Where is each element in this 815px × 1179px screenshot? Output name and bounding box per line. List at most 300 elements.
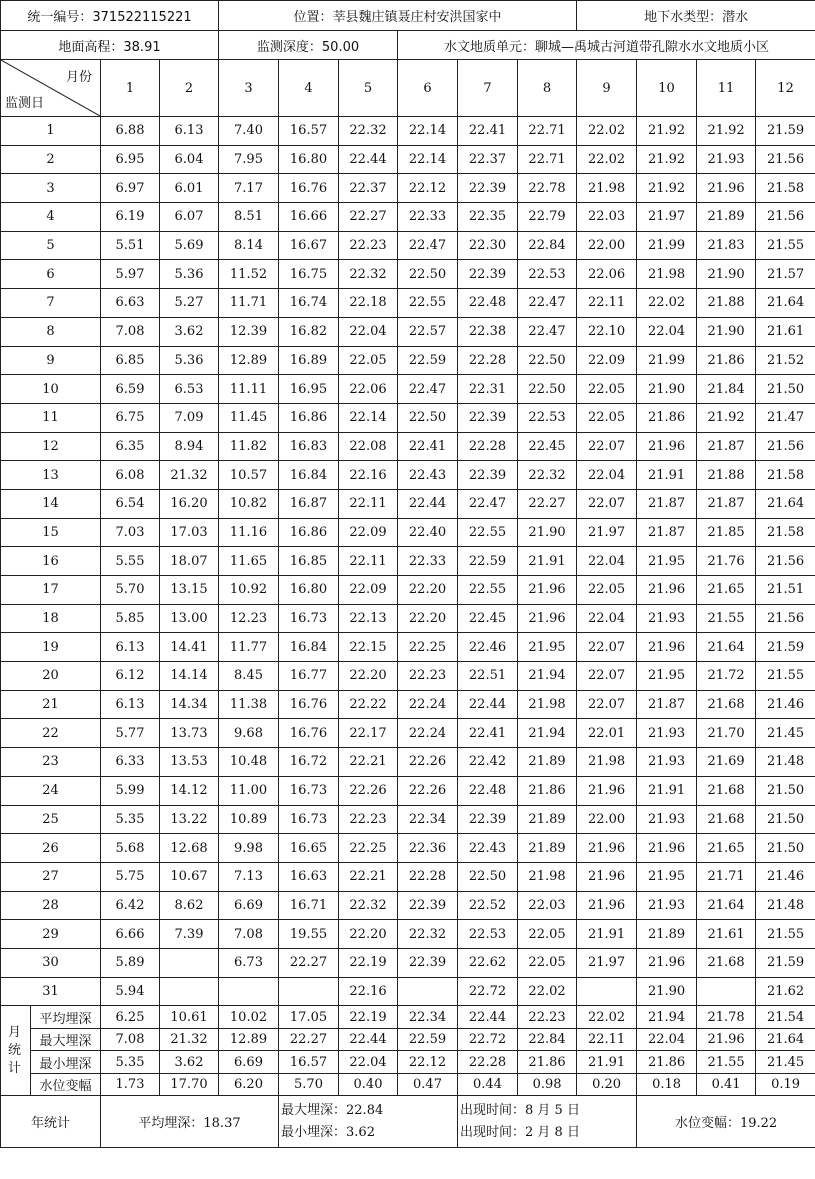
depth-cell: 21.91 xyxy=(637,461,697,490)
depth-cell: 21.61 xyxy=(697,920,756,949)
depth-cell: 5.36 xyxy=(160,260,219,289)
depth-cell: 5.55 xyxy=(101,547,160,576)
depth-cell: 21.59 xyxy=(756,117,815,146)
depth-cell: 6.04 xyxy=(160,145,219,174)
stat-cell: 5.35 xyxy=(101,1051,160,1074)
depth-cell: 22.53 xyxy=(458,920,518,949)
depth-cell: 21.64 xyxy=(756,289,815,318)
depth-cell: 7.39 xyxy=(160,920,219,949)
depth-cell: 22.47 xyxy=(518,317,577,346)
depth-cell: 21.93 xyxy=(637,748,697,777)
depth-cell: 21.96 xyxy=(518,604,577,633)
depth-cell: 22.28 xyxy=(398,862,458,891)
depth-cell: 10.82 xyxy=(219,489,279,518)
depth-cell: 22.18 xyxy=(339,289,398,318)
depth-cell: 8.62 xyxy=(160,891,219,920)
depth-cell: 22.05 xyxy=(577,576,637,605)
day-label: 19 xyxy=(1,633,101,662)
depth-cell: 6.54 xyxy=(101,489,160,518)
stat-name: 最大埋深 xyxy=(31,1028,101,1051)
depth-cell: 22.53 xyxy=(518,403,577,432)
stat-cell: 22.19 xyxy=(339,1006,398,1029)
depth-cell: 22.27 xyxy=(279,948,339,977)
day-row xyxy=(1,289,815,318)
day-row xyxy=(1,805,815,834)
day-row xyxy=(1,576,815,605)
depth-cell: 21.98 xyxy=(577,748,637,777)
depth-cell: 6.01 xyxy=(160,174,219,203)
depth-cell: 21.50 xyxy=(756,805,815,834)
depth-cell: 22.05 xyxy=(518,948,577,977)
depth-cell: 22.04 xyxy=(637,317,697,346)
depth-cell: 11.82 xyxy=(219,432,279,461)
depth-cell: 16.67 xyxy=(279,231,339,260)
depth-cell: 22.05 xyxy=(518,920,577,949)
depth-cell: 21.58 xyxy=(756,461,815,490)
depth-cell: 6.88 xyxy=(101,117,160,146)
day-label: 10 xyxy=(1,375,101,404)
depth-cell: 22.00 xyxy=(577,805,637,834)
depth-cell: 5.99 xyxy=(101,776,160,805)
depth-cell: 10.89 xyxy=(219,805,279,834)
depth-cell: 16.77 xyxy=(279,662,339,691)
depth-cell: 22.09 xyxy=(339,576,398,605)
station-location: 位置：莘县魏庄镇聂庄村安洪国家中 xyxy=(219,1,577,31)
depth-cell: 21.98 xyxy=(577,174,637,203)
day-row xyxy=(1,145,815,174)
day-row xyxy=(1,662,815,691)
depth-cell: 22.23 xyxy=(339,805,398,834)
depth-cell: 6.95 xyxy=(101,145,160,174)
depth-cell: 21.90 xyxy=(637,977,697,1006)
day-row xyxy=(1,518,815,547)
depth-cell: 5.51 xyxy=(101,231,160,260)
day-label: 28 xyxy=(1,891,101,920)
depth-cell: 21.92 xyxy=(637,174,697,203)
depth-cell: 6.12 xyxy=(101,662,160,691)
depth-cell: 6.63 xyxy=(101,289,160,318)
depth-cell: 21.59 xyxy=(756,948,815,977)
depth-cell: 22.42 xyxy=(458,748,518,777)
depth-cell: 16.63 xyxy=(279,862,339,891)
depth-cell: 16.57 xyxy=(279,117,339,146)
stat-cell: 22.11 xyxy=(577,1028,637,1051)
day-row xyxy=(1,346,815,375)
month-header: 10 xyxy=(637,60,697,117)
depth-cell: 22.71 xyxy=(518,145,577,174)
depth-cell: 21.98 xyxy=(518,690,577,719)
depth-cell: 21.92 xyxy=(637,145,697,174)
depth-cell: 22.41 xyxy=(458,117,518,146)
day-row xyxy=(1,231,815,260)
day-row xyxy=(1,920,815,949)
day-row xyxy=(1,948,815,977)
monthly-stat-char: 计 xyxy=(7,1060,23,1076)
day-label: 25 xyxy=(1,805,101,834)
depth-cell: 22.43 xyxy=(458,834,518,863)
depth-cell: 22.07 xyxy=(577,489,637,518)
depth-cell: 16.76 xyxy=(279,174,339,203)
month-header: 3 xyxy=(219,60,279,117)
yearly-min-time: 出现时间：2 月 8 日 xyxy=(460,1124,580,1140)
depth-cell: 22.19 xyxy=(339,948,398,977)
depth-cell: 22.62 xyxy=(458,948,518,977)
depth-cell: 7.03 xyxy=(101,518,160,547)
depth-cell: 21.96 xyxy=(637,633,697,662)
day-row xyxy=(1,260,815,289)
day-row xyxy=(1,862,815,891)
depth-cell: 22.50 xyxy=(458,862,518,891)
depth-cell: 21.68 xyxy=(697,776,756,805)
depth-cell: 21.99 xyxy=(637,231,697,260)
depth-cell: 22.46 xyxy=(458,633,518,662)
monthly-stat-row xyxy=(1,1051,815,1074)
depth-cell: 21.72 xyxy=(697,662,756,691)
stat-cell: 21.32 xyxy=(160,1028,219,1051)
stat-cell: 21.78 xyxy=(697,1006,756,1029)
depth-cell: 22.55 xyxy=(458,518,518,547)
stat-cell: 21.94 xyxy=(637,1006,697,1029)
depth-cell: 7.08 xyxy=(219,920,279,949)
depth-cell: 22.47 xyxy=(458,489,518,518)
depth-cell: 22.32 xyxy=(518,461,577,490)
stat-cell: 0.98 xyxy=(518,1073,577,1096)
corner-month-label: 月份 xyxy=(65,70,92,85)
day-label: 2 xyxy=(1,145,101,174)
depth-cell: 22.72 xyxy=(458,977,518,1006)
day-row xyxy=(1,432,815,461)
depth-cell: 19.55 xyxy=(279,920,339,949)
stat-cell: 22.02 xyxy=(577,1006,637,1029)
depth-cell: 21.90 xyxy=(697,317,756,346)
depth-cell: 22.28 xyxy=(458,432,518,461)
depth-cell: 11.38 xyxy=(219,690,279,719)
depth-cell: 11.00 xyxy=(219,776,279,805)
depth-cell: 6.73 xyxy=(219,948,279,977)
day-label: 14 xyxy=(1,489,101,518)
day-label: 7 xyxy=(1,289,101,318)
depth-cell: 21.93 xyxy=(637,805,697,834)
depth-cell: 22.27 xyxy=(518,489,577,518)
ground-elevation: 地面高程：38.91 xyxy=(1,31,219,60)
depth-cell: 22.44 xyxy=(339,145,398,174)
monthly-stat-char: 月 xyxy=(7,1024,23,1040)
day-label: 21 xyxy=(1,690,101,719)
depth-cell: 22.39 xyxy=(458,805,518,834)
depth-cell: 16.71 xyxy=(279,891,339,920)
stat-cell: 6.25 xyxy=(101,1006,160,1029)
depth-cell: 21.89 xyxy=(697,203,756,232)
depth-cell: 21.46 xyxy=(756,690,815,719)
depth-cell: 22.39 xyxy=(398,948,458,977)
depth-cell: 21.45 xyxy=(756,719,815,748)
depth-cell: 6.69 xyxy=(219,891,279,920)
day-row xyxy=(1,174,815,203)
depth-cell: 22.26 xyxy=(339,776,398,805)
day-label: 17 xyxy=(1,576,101,605)
stat-cell: 22.27 xyxy=(279,1028,339,1051)
day-row xyxy=(1,748,815,777)
depth-cell: 6.75 xyxy=(101,403,160,432)
depth-cell: 22.22 xyxy=(339,690,398,719)
depth-cell: 14.41 xyxy=(160,633,219,662)
day-label: 18 xyxy=(1,604,101,633)
day-label: 4 xyxy=(1,203,101,232)
stat-cell: 22.28 xyxy=(458,1051,518,1074)
stat-cell: 0.19 xyxy=(756,1073,815,1096)
depth-cell: 21.95 xyxy=(637,547,697,576)
depth-cell: 21.93 xyxy=(697,145,756,174)
depth-cell: 21.99 xyxy=(637,346,697,375)
depth-cell: 21.48 xyxy=(756,891,815,920)
depth-cell: 22.34 xyxy=(398,805,458,834)
depth-cell: 21.92 xyxy=(637,117,697,146)
depth-cell: 22.20 xyxy=(339,662,398,691)
depth-cell xyxy=(219,977,279,1006)
depth-cell: 22.04 xyxy=(577,604,637,633)
depth-cell: 22.20 xyxy=(398,576,458,605)
depth-cell: 5.70 xyxy=(101,576,160,605)
depth-cell: 21.90 xyxy=(518,518,577,547)
yearly-min: 最小埋深：3.62 xyxy=(281,1124,375,1140)
depth-cell: 21.89 xyxy=(518,834,577,863)
depth-cell: 22.44 xyxy=(398,489,458,518)
depth-cell: 22.59 xyxy=(398,346,458,375)
depth-cell: 22.41 xyxy=(398,432,458,461)
day-label: 29 xyxy=(1,920,101,949)
depth-cell: 22.39 xyxy=(458,461,518,490)
day-row xyxy=(1,547,815,576)
depth-cell: 22.12 xyxy=(398,174,458,203)
day-row xyxy=(1,489,815,518)
depth-cell: 22.38 xyxy=(458,317,518,346)
depth-cell: 22.45 xyxy=(518,432,577,461)
day-label: 23 xyxy=(1,748,101,777)
depth-cell: 22.13 xyxy=(339,604,398,633)
monitoring-depth: 监测深度：50.00 xyxy=(219,31,398,60)
depth-cell: 22.11 xyxy=(577,289,637,318)
depth-cell: 7.09 xyxy=(160,403,219,432)
monthly-stat-char: 统 xyxy=(7,1042,23,1058)
depth-cell: 22.59 xyxy=(458,547,518,576)
depth-cell: 16.76 xyxy=(279,690,339,719)
depth-cell: 5.89 xyxy=(101,948,160,977)
stat-cell: 6.69 xyxy=(219,1051,279,1074)
depth-cell: 22.40 xyxy=(398,518,458,547)
depth-cell: 21.51 xyxy=(756,576,815,605)
depth-cell xyxy=(398,977,458,1006)
stat-cell: 7.08 xyxy=(101,1028,160,1051)
day-label: 3 xyxy=(1,174,101,203)
depth-cell: 22.00 xyxy=(577,231,637,260)
day-row xyxy=(1,403,815,432)
depth-cell: 22.32 xyxy=(398,920,458,949)
stat-cell: 22.72 xyxy=(458,1028,518,1051)
depth-cell: 6.13 xyxy=(160,117,219,146)
depth-cell: 16.66 xyxy=(279,203,339,232)
stat-cell: 22.04 xyxy=(637,1028,697,1051)
stat-cell: 21.54 xyxy=(756,1006,815,1029)
day-row xyxy=(1,690,815,719)
depth-cell: 22.02 xyxy=(637,289,697,318)
depth-cell: 22.04 xyxy=(577,461,637,490)
depth-cell: 22.25 xyxy=(398,633,458,662)
stat-cell: 21.96 xyxy=(697,1028,756,1051)
depth-cell: 11.71 xyxy=(219,289,279,318)
depth-cell: 21.85 xyxy=(697,518,756,547)
depth-cell: 22.20 xyxy=(398,604,458,633)
depth-cell: 6.33 xyxy=(101,748,160,777)
depth-cell: 22.84 xyxy=(518,231,577,260)
depth-cell: 21.59 xyxy=(756,633,815,662)
depth-cell: 22.01 xyxy=(577,719,637,748)
month-header: 5 xyxy=(339,60,398,117)
day-label: 26 xyxy=(1,834,101,863)
depth-cell: 11.52 xyxy=(219,260,279,289)
depth-cell: 22.07 xyxy=(577,633,637,662)
depth-cell: 22.26 xyxy=(398,776,458,805)
depth-cell: 5.85 xyxy=(101,604,160,633)
depth-cell: 8.94 xyxy=(160,432,219,461)
depth-cell: 21.91 xyxy=(637,776,697,805)
header-row-1 xyxy=(1,1,815,31)
depth-cell: 22.11 xyxy=(339,547,398,576)
depth-cell: 21.58 xyxy=(756,174,815,203)
stat-cell: 6.20 xyxy=(219,1073,279,1096)
month-header: 6 xyxy=(398,60,458,117)
day-label: 27 xyxy=(1,862,101,891)
depth-cell xyxy=(279,977,339,1006)
depth-cell: 22.16 xyxy=(339,461,398,490)
stat-name: 最小埋深 xyxy=(31,1051,101,1074)
stat-cell: 22.59 xyxy=(398,1028,458,1051)
yearly-range: 水位变幅：19.22 xyxy=(637,1096,815,1148)
depth-cell: 21.58 xyxy=(756,518,815,547)
depth-cell: 16.83 xyxy=(279,432,339,461)
depth-cell: 21.55 xyxy=(756,662,815,691)
depth-cell: 22.16 xyxy=(339,977,398,1006)
depth-cell: 12.23 xyxy=(219,604,279,633)
depth-cell: 21.68 xyxy=(697,690,756,719)
depth-cell: 21.62 xyxy=(756,977,815,1006)
monthly-stat-label xyxy=(1,1006,31,1096)
depth-cell: 21.95 xyxy=(637,662,697,691)
stat-name: 平均埋深 xyxy=(31,1006,101,1029)
day-row xyxy=(1,317,815,346)
depth-cell: 21.96 xyxy=(518,576,577,605)
depth-cell: 21.96 xyxy=(577,891,637,920)
depth-cell: 22.09 xyxy=(577,346,637,375)
depth-cell: 21.89 xyxy=(637,920,697,949)
depth-cell: 22.05 xyxy=(339,346,398,375)
depth-cell: 22.24 xyxy=(398,690,458,719)
depth-cell: 14.12 xyxy=(160,776,219,805)
depth-cell: 22.41 xyxy=(458,719,518,748)
depth-cell: 21.89 xyxy=(518,805,577,834)
depth-cell: 21.96 xyxy=(577,834,637,863)
depth-cell: 8.14 xyxy=(219,231,279,260)
depth-cell: 21.69 xyxy=(697,748,756,777)
depth-cell: 10.92 xyxy=(219,576,279,605)
depth-cell: 21.87 xyxy=(637,518,697,547)
stat-cell: 22.23 xyxy=(518,1006,577,1029)
depth-cell: 6.66 xyxy=(101,920,160,949)
depth-cell: 16.89 xyxy=(279,346,339,375)
depth-cell: 16.86 xyxy=(279,403,339,432)
depth-cell: 11.16 xyxy=(219,518,279,547)
depth-cell: 21.96 xyxy=(637,948,697,977)
day-label: 5 xyxy=(1,231,101,260)
depth-cell: 21.94 xyxy=(518,662,577,691)
depth-cell: 13.22 xyxy=(160,805,219,834)
depth-cell: 16.82 xyxy=(279,317,339,346)
depth-cell: 21.71 xyxy=(697,862,756,891)
depth-cell: 5.94 xyxy=(101,977,160,1006)
stat-cell: 12.89 xyxy=(219,1028,279,1051)
depth-cell: 21.93 xyxy=(637,719,697,748)
stat-cell: 0.40 xyxy=(339,1073,398,1096)
depth-cell: 22.71 xyxy=(518,117,577,146)
depth-cell: 5.35 xyxy=(101,805,160,834)
monthly-stat-row xyxy=(1,1073,815,1096)
depth-cell: 21.55 xyxy=(697,604,756,633)
depth-cell: 21.56 xyxy=(756,145,815,174)
depth-cell: 5.75 xyxy=(101,862,160,891)
depth-cell: 22.43 xyxy=(398,461,458,490)
depth-cell: 16.80 xyxy=(279,576,339,605)
depth-cell: 21.50 xyxy=(756,776,815,805)
depth-cell: 22.51 xyxy=(458,662,518,691)
depth-cell: 21.57 xyxy=(756,260,815,289)
depth-cell: 16.85 xyxy=(279,547,339,576)
stat-cell: 10.02 xyxy=(219,1006,279,1029)
depth-cell: 22.04 xyxy=(577,547,637,576)
stat-cell: 0.20 xyxy=(577,1073,637,1096)
depth-cell: 22.23 xyxy=(398,662,458,691)
day-row xyxy=(1,719,815,748)
depth-cell: 16.95 xyxy=(279,375,339,404)
depth-cell: 10.48 xyxy=(219,748,279,777)
depth-cell: 6.59 xyxy=(101,375,160,404)
yearly-times xyxy=(458,1096,637,1148)
depth-cell: 21.50 xyxy=(756,834,815,863)
depth-cell: 13.00 xyxy=(160,604,219,633)
depth-cell: 22.03 xyxy=(518,891,577,920)
depth-cell: 21.32 xyxy=(160,461,219,490)
depth-cell: 21.68 xyxy=(697,948,756,977)
depth-cell: 22.30 xyxy=(458,231,518,260)
depth-cell: 21.96 xyxy=(637,834,697,863)
depth-cell: 22.32 xyxy=(339,260,398,289)
depth-cell: 22.27 xyxy=(339,203,398,232)
depth-cell: 6.13 xyxy=(101,690,160,719)
depth-cell: 21.97 xyxy=(577,948,637,977)
groundwater-type: 地下水类型：潜水 xyxy=(577,1,815,31)
depth-cell: 22.11 xyxy=(339,489,398,518)
stat-cell: 16.57 xyxy=(279,1051,339,1074)
depth-cell: 6.35 xyxy=(101,432,160,461)
depth-cell: 11.65 xyxy=(219,547,279,576)
day-label: 12 xyxy=(1,432,101,461)
depth-cell: 21.64 xyxy=(697,891,756,920)
stat-cell: 21.86 xyxy=(637,1051,697,1074)
depth-cell: 14.14 xyxy=(160,662,219,691)
depth-cell: 22.50 xyxy=(518,346,577,375)
depth-cell: 6.13 xyxy=(101,633,160,662)
depth-cell: 16.73 xyxy=(279,604,339,633)
yearly-avg: 平均埋深：18.37 xyxy=(101,1096,279,1148)
day-label: 8 xyxy=(1,317,101,346)
